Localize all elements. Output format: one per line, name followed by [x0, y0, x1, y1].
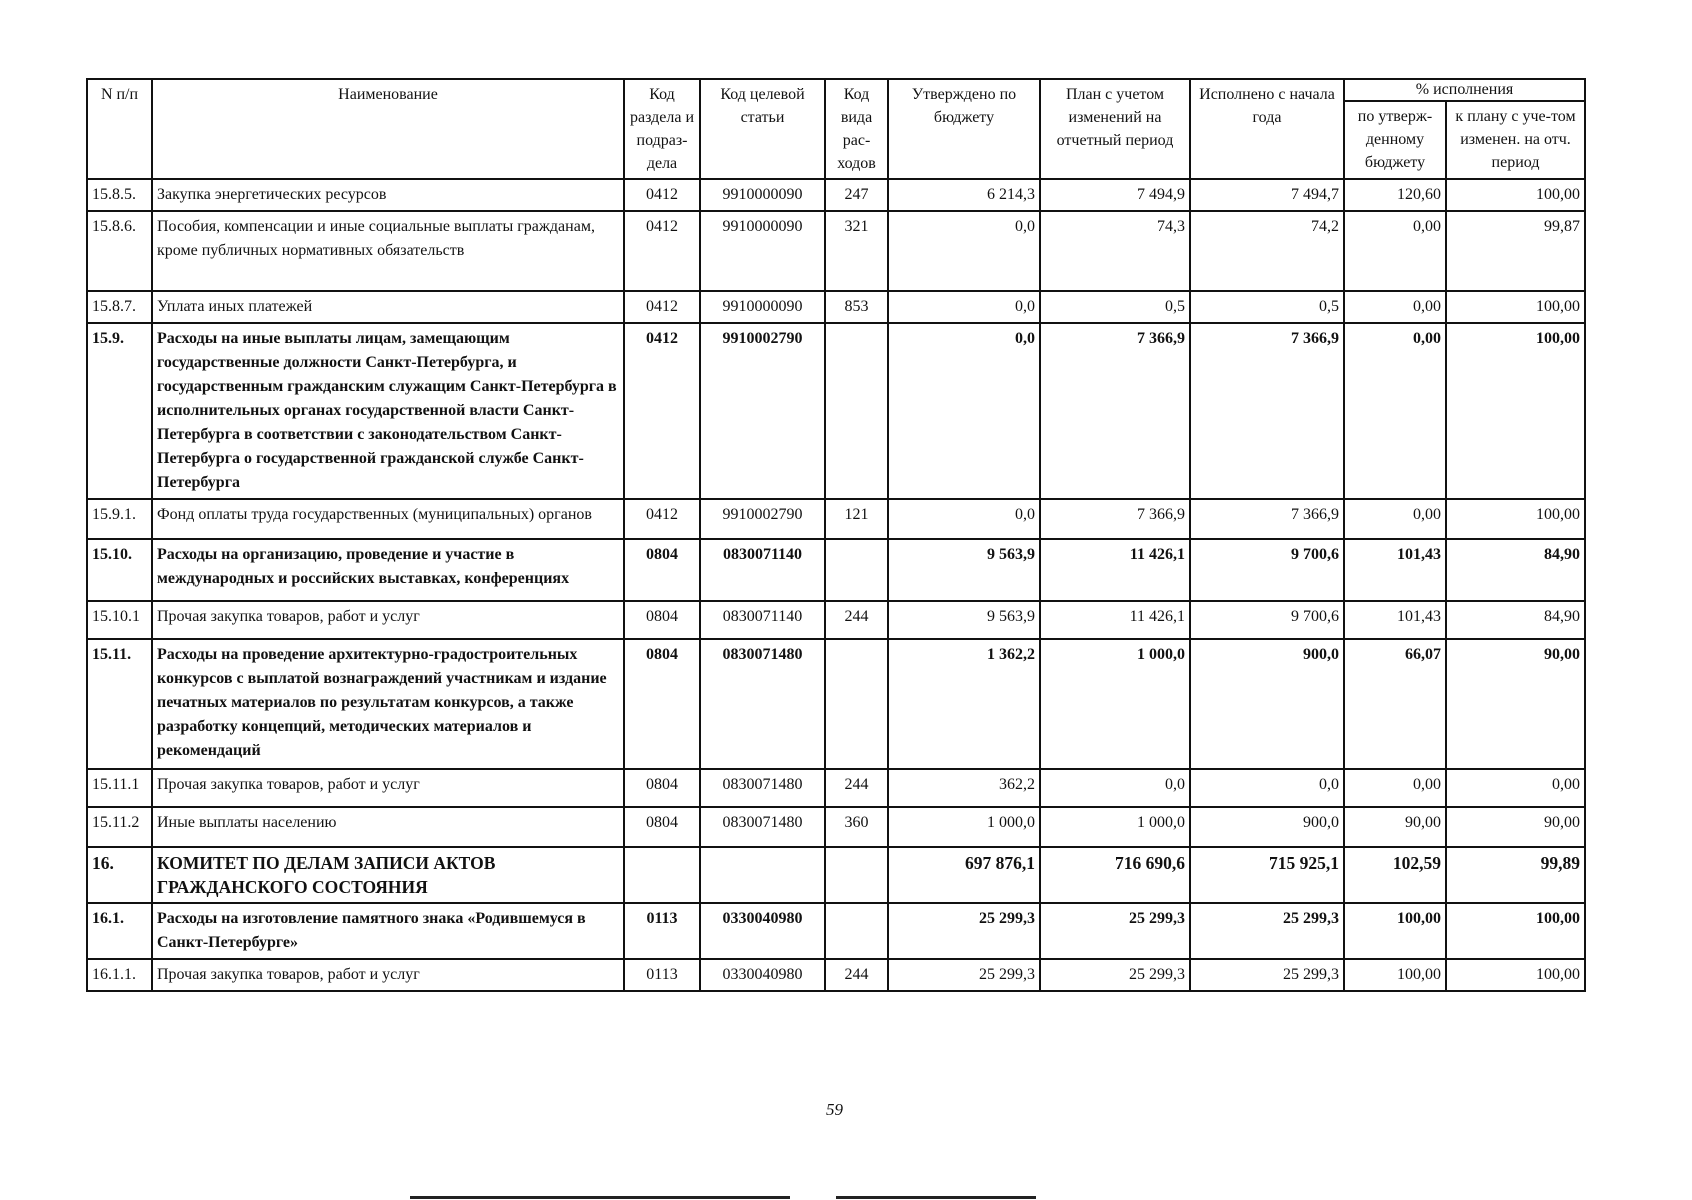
row-number: 15.9.: [87, 323, 152, 499]
row-plan: 11 426,1: [1040, 539, 1190, 601]
row-target-code: 9910000090: [700, 179, 825, 211]
row-section-code: 0804: [624, 807, 700, 847]
row-pct-plan: 100,00: [1446, 499, 1585, 539]
row-expense-type-code: 244: [825, 959, 888, 991]
row-approved: 0,0: [888, 291, 1040, 323]
table-row: [87, 903, 1585, 959]
row-pct-plan: 100,00: [1446, 179, 1585, 211]
header-name: Наименование: [152, 79, 624, 179]
row-executed: 0,0: [1190, 769, 1344, 807]
header-section-code: Код раздела и подраз-дела: [624, 79, 700, 179]
header-plan: План с учетом изменений на отчетный период: [1040, 79, 1190, 179]
row-name: Фонд оплаты труда государственных (муниципальных) органов: [152, 499, 624, 539]
table-row: [87, 211, 1585, 291]
row-pct-budget: 0,00: [1344, 323, 1446, 499]
row-pct-plan: 100,00: [1446, 291, 1585, 323]
table-row: [87, 639, 1585, 769]
row-pct-plan: 100,00: [1446, 903, 1585, 959]
row-number: 15.11.: [87, 639, 152, 769]
row-executed: 25 299,3: [1190, 959, 1344, 991]
row-executed: 7 366,9: [1190, 499, 1344, 539]
table-body: [87, 179, 1585, 991]
row-plan: 716 690,6: [1040, 847, 1190, 903]
row-number: 16.1.1.: [87, 959, 152, 991]
row-approved: 362,2: [888, 769, 1040, 807]
row-expense-type-code: 244: [825, 601, 888, 639]
row-section-code: [624, 847, 700, 903]
row-section-code: 0412: [624, 291, 700, 323]
row-name: Расходы на иные выплаты лицам, замещающим государственные должности Санкт-Петербурга, и государственным гражданским служащим Санкт-Петербурга в исполнительных органах государственной власти Санкт-Петербурга в соответствии с законодательством Санкт-Петербурга о государственной гражданской службе Санкт-Петербурга: [152, 323, 624, 499]
row-name: КОМИТЕТ ПО ДЕЛАМ ЗАПИСИ АКТОВ ГРАЖДАНСКОГО СОСТОЯНИЯ: [152, 847, 624, 903]
row-name: Закупка энергетических ресурсов: [152, 179, 624, 211]
row-number: 16.1.: [87, 903, 152, 959]
header-expense-type-code: Код вида рас-ходов: [825, 79, 888, 179]
row-executed: 7 494,7: [1190, 179, 1344, 211]
row-target-code: 0830071480: [700, 639, 825, 769]
scan-artifact-line: [836, 1196, 1036, 1199]
row-pct-plan: 84,90: [1446, 539, 1585, 601]
row-target-code: 0330040980: [700, 959, 825, 991]
row-executed: 715 925,1: [1190, 847, 1344, 903]
row-number: 15.11.1: [87, 769, 152, 807]
row-number: 15.11.2: [87, 807, 152, 847]
row-section-code: 0804: [624, 539, 700, 601]
row-executed: 900,0: [1190, 807, 1344, 847]
row-target-code: 9910000090: [700, 211, 825, 291]
header-execution-percent: % исполнения: [1344, 79, 1585, 101]
header-executed: Исполнено с начала года: [1190, 79, 1344, 179]
row-name: Прочая закупка товаров, работ и услуг: [152, 601, 624, 639]
page-number: 59: [826, 1100, 843, 1119]
row-executed: 0,5: [1190, 291, 1344, 323]
row-approved: 25 299,3: [888, 903, 1040, 959]
row-section-code: 0804: [624, 769, 700, 807]
row-pct-plan: 90,00: [1446, 639, 1585, 769]
row-approved: 1 000,0: [888, 807, 1040, 847]
row-pct-budget: 100,00: [1344, 903, 1446, 959]
row-approved: 9 563,9: [888, 601, 1040, 639]
row-section-code: 0804: [624, 639, 700, 769]
row-plan: 7 366,9: [1040, 499, 1190, 539]
row-target-code: 0830071140: [700, 539, 825, 601]
row-pct-plan: 99,89: [1446, 847, 1585, 903]
row-section-code: 0412: [624, 211, 700, 291]
row-pct-plan: 99,87: [1446, 211, 1585, 291]
row-section-code: 0113: [624, 903, 700, 959]
row-number: 15.8.5.: [87, 179, 152, 211]
row-pct-plan: 0,00: [1446, 769, 1585, 807]
row-pct-budget: 0,00: [1344, 291, 1446, 323]
row-pct-budget: 120,60: [1344, 179, 1446, 211]
row-name: Расходы на изготовление памятного знака «Родившемуся в Санкт-Петербурге»: [152, 903, 624, 959]
row-expense-type-code: [825, 847, 888, 903]
row-plan: 7 494,9: [1040, 179, 1190, 211]
row-section-code: 0412: [624, 179, 700, 211]
header-approved: Утверждено по бюджету: [888, 79, 1040, 179]
table-row: [87, 807, 1585, 847]
row-approved: 6 214,3: [888, 179, 1040, 211]
table-row: [87, 499, 1585, 539]
row-approved: 0,0: [888, 323, 1040, 499]
row-plan: 1 000,0: [1040, 639, 1190, 769]
row-target-code: 0830071480: [700, 807, 825, 847]
row-number: 15.8.6.: [87, 211, 152, 291]
row-name: Расходы на организацию, проведение и участие в международных и российских выставках, конференциях: [152, 539, 624, 601]
row-approved: 697 876,1: [888, 847, 1040, 903]
table-row: [87, 847, 1585, 903]
row-expense-type-code: 360: [825, 807, 888, 847]
row-target-code: 9910000090: [700, 291, 825, 323]
scan-artifact-line: [410, 1196, 790, 1199]
row-number: 15.10.: [87, 539, 152, 601]
header-target-code: Код целевой статьи: [700, 79, 825, 179]
row-plan: 74,3: [1040, 211, 1190, 291]
row-executed: 25 299,3: [1190, 903, 1344, 959]
row-name: Иные выплаты населению: [152, 807, 624, 847]
row-name: Расходы на проведение архитектурно-градостроительных конкурсов с выплатой вознаграждений участникам и издание печатных материалов по результатам конкурсов, а также разработку концепций, методических материалов и рекомендаций: [152, 639, 624, 769]
row-plan: 0,5: [1040, 291, 1190, 323]
row-target-code: 0330040980: [700, 903, 825, 959]
row-pct-budget: 101,43: [1344, 539, 1446, 601]
row-pct-budget: 0,00: [1344, 769, 1446, 807]
row-section-code: 0412: [624, 323, 700, 499]
row-expense-type-code: [825, 323, 888, 499]
row-number: 15.9.1.: [87, 499, 152, 539]
row-plan: 7 366,9: [1040, 323, 1190, 499]
row-number: 15.8.7.: [87, 291, 152, 323]
row-pct-budget: 90,00: [1344, 807, 1446, 847]
row-plan: 25 299,3: [1040, 959, 1190, 991]
table-row: [87, 539, 1585, 601]
table-row: [87, 179, 1585, 211]
row-number: 16.: [87, 847, 152, 903]
header-num: N п/п: [87, 79, 152, 179]
row-section-code: 0804: [624, 601, 700, 639]
row-executed: 900,0: [1190, 639, 1344, 769]
row-expense-type-code: 244: [825, 769, 888, 807]
table-row: [87, 601, 1585, 639]
row-target-code: [700, 847, 825, 903]
row-approved: 0,0: [888, 211, 1040, 291]
row-plan: 25 299,3: [1040, 903, 1190, 959]
row-expense-type-code: [825, 539, 888, 601]
row-section-code: 0412: [624, 499, 700, 539]
row-pct-plan: 100,00: [1446, 323, 1585, 499]
row-number: 15.10.1: [87, 601, 152, 639]
row-pct-budget: 0,00: [1344, 499, 1446, 539]
header-pct-budget: по утверж-денному бюджету: [1344, 101, 1446, 179]
row-target-code: 9910002790: [700, 323, 825, 499]
header-pct-plan: к плану с уче-том изменен. на отч. период: [1446, 101, 1585, 179]
row-target-code: 0830071480: [700, 769, 825, 807]
row-approved: 1 362,2: [888, 639, 1040, 769]
row-expense-type-code: 247: [825, 179, 888, 211]
row-plan: 11 426,1: [1040, 601, 1190, 639]
row-name: Уплата иных платежей: [152, 291, 624, 323]
budget-table-sheet: [86, 78, 1584, 992]
row-pct-budget: 100,00: [1344, 959, 1446, 991]
row-executed: 74,2: [1190, 211, 1344, 291]
row-target-code: 9910002790: [700, 499, 825, 539]
row-expense-type-code: 853: [825, 291, 888, 323]
table-row: [87, 769, 1585, 807]
row-approved: 0,0: [888, 499, 1040, 539]
row-approved: 25 299,3: [888, 959, 1040, 991]
row-expense-type-code: [825, 903, 888, 959]
row-pct-plan: 84,90: [1446, 601, 1585, 639]
row-plan: 1 000,0: [1040, 807, 1190, 847]
row-approved: 9 563,9: [888, 539, 1040, 601]
row-expense-type-code: 321: [825, 211, 888, 291]
row-executed: 9 700,6: [1190, 601, 1344, 639]
budget-execution-table: [86, 78, 1586, 992]
row-name: Пособия, компенсации и иные социальные выплаты гражданам, кроме публичных нормативных обязательств: [152, 211, 624, 291]
row-pct-budget: 102,59: [1344, 847, 1446, 903]
row-plan: 0,0: [1040, 769, 1190, 807]
row-pct-plan: 100,00: [1446, 959, 1585, 991]
row-name: Прочая закупка товаров, работ и услуг: [152, 769, 624, 807]
row-section-code: 0113: [624, 959, 700, 991]
row-executed: 9 700,6: [1190, 539, 1344, 601]
row-pct-budget: 101,43: [1344, 601, 1446, 639]
table-row: [87, 323, 1585, 499]
row-expense-type-code: 121: [825, 499, 888, 539]
row-pct-plan: 90,00: [1446, 807, 1585, 847]
row-target-code: 0830071140: [700, 601, 825, 639]
table-row: [87, 959, 1585, 991]
row-pct-budget: 66,07: [1344, 639, 1446, 769]
row-pct-budget: 0,00: [1344, 211, 1446, 291]
row-name: Прочая закупка товаров, работ и услуг: [152, 959, 624, 991]
row-executed: 7 366,9: [1190, 323, 1344, 499]
row-expense-type-code: [825, 639, 888, 769]
table-row: [87, 291, 1585, 323]
